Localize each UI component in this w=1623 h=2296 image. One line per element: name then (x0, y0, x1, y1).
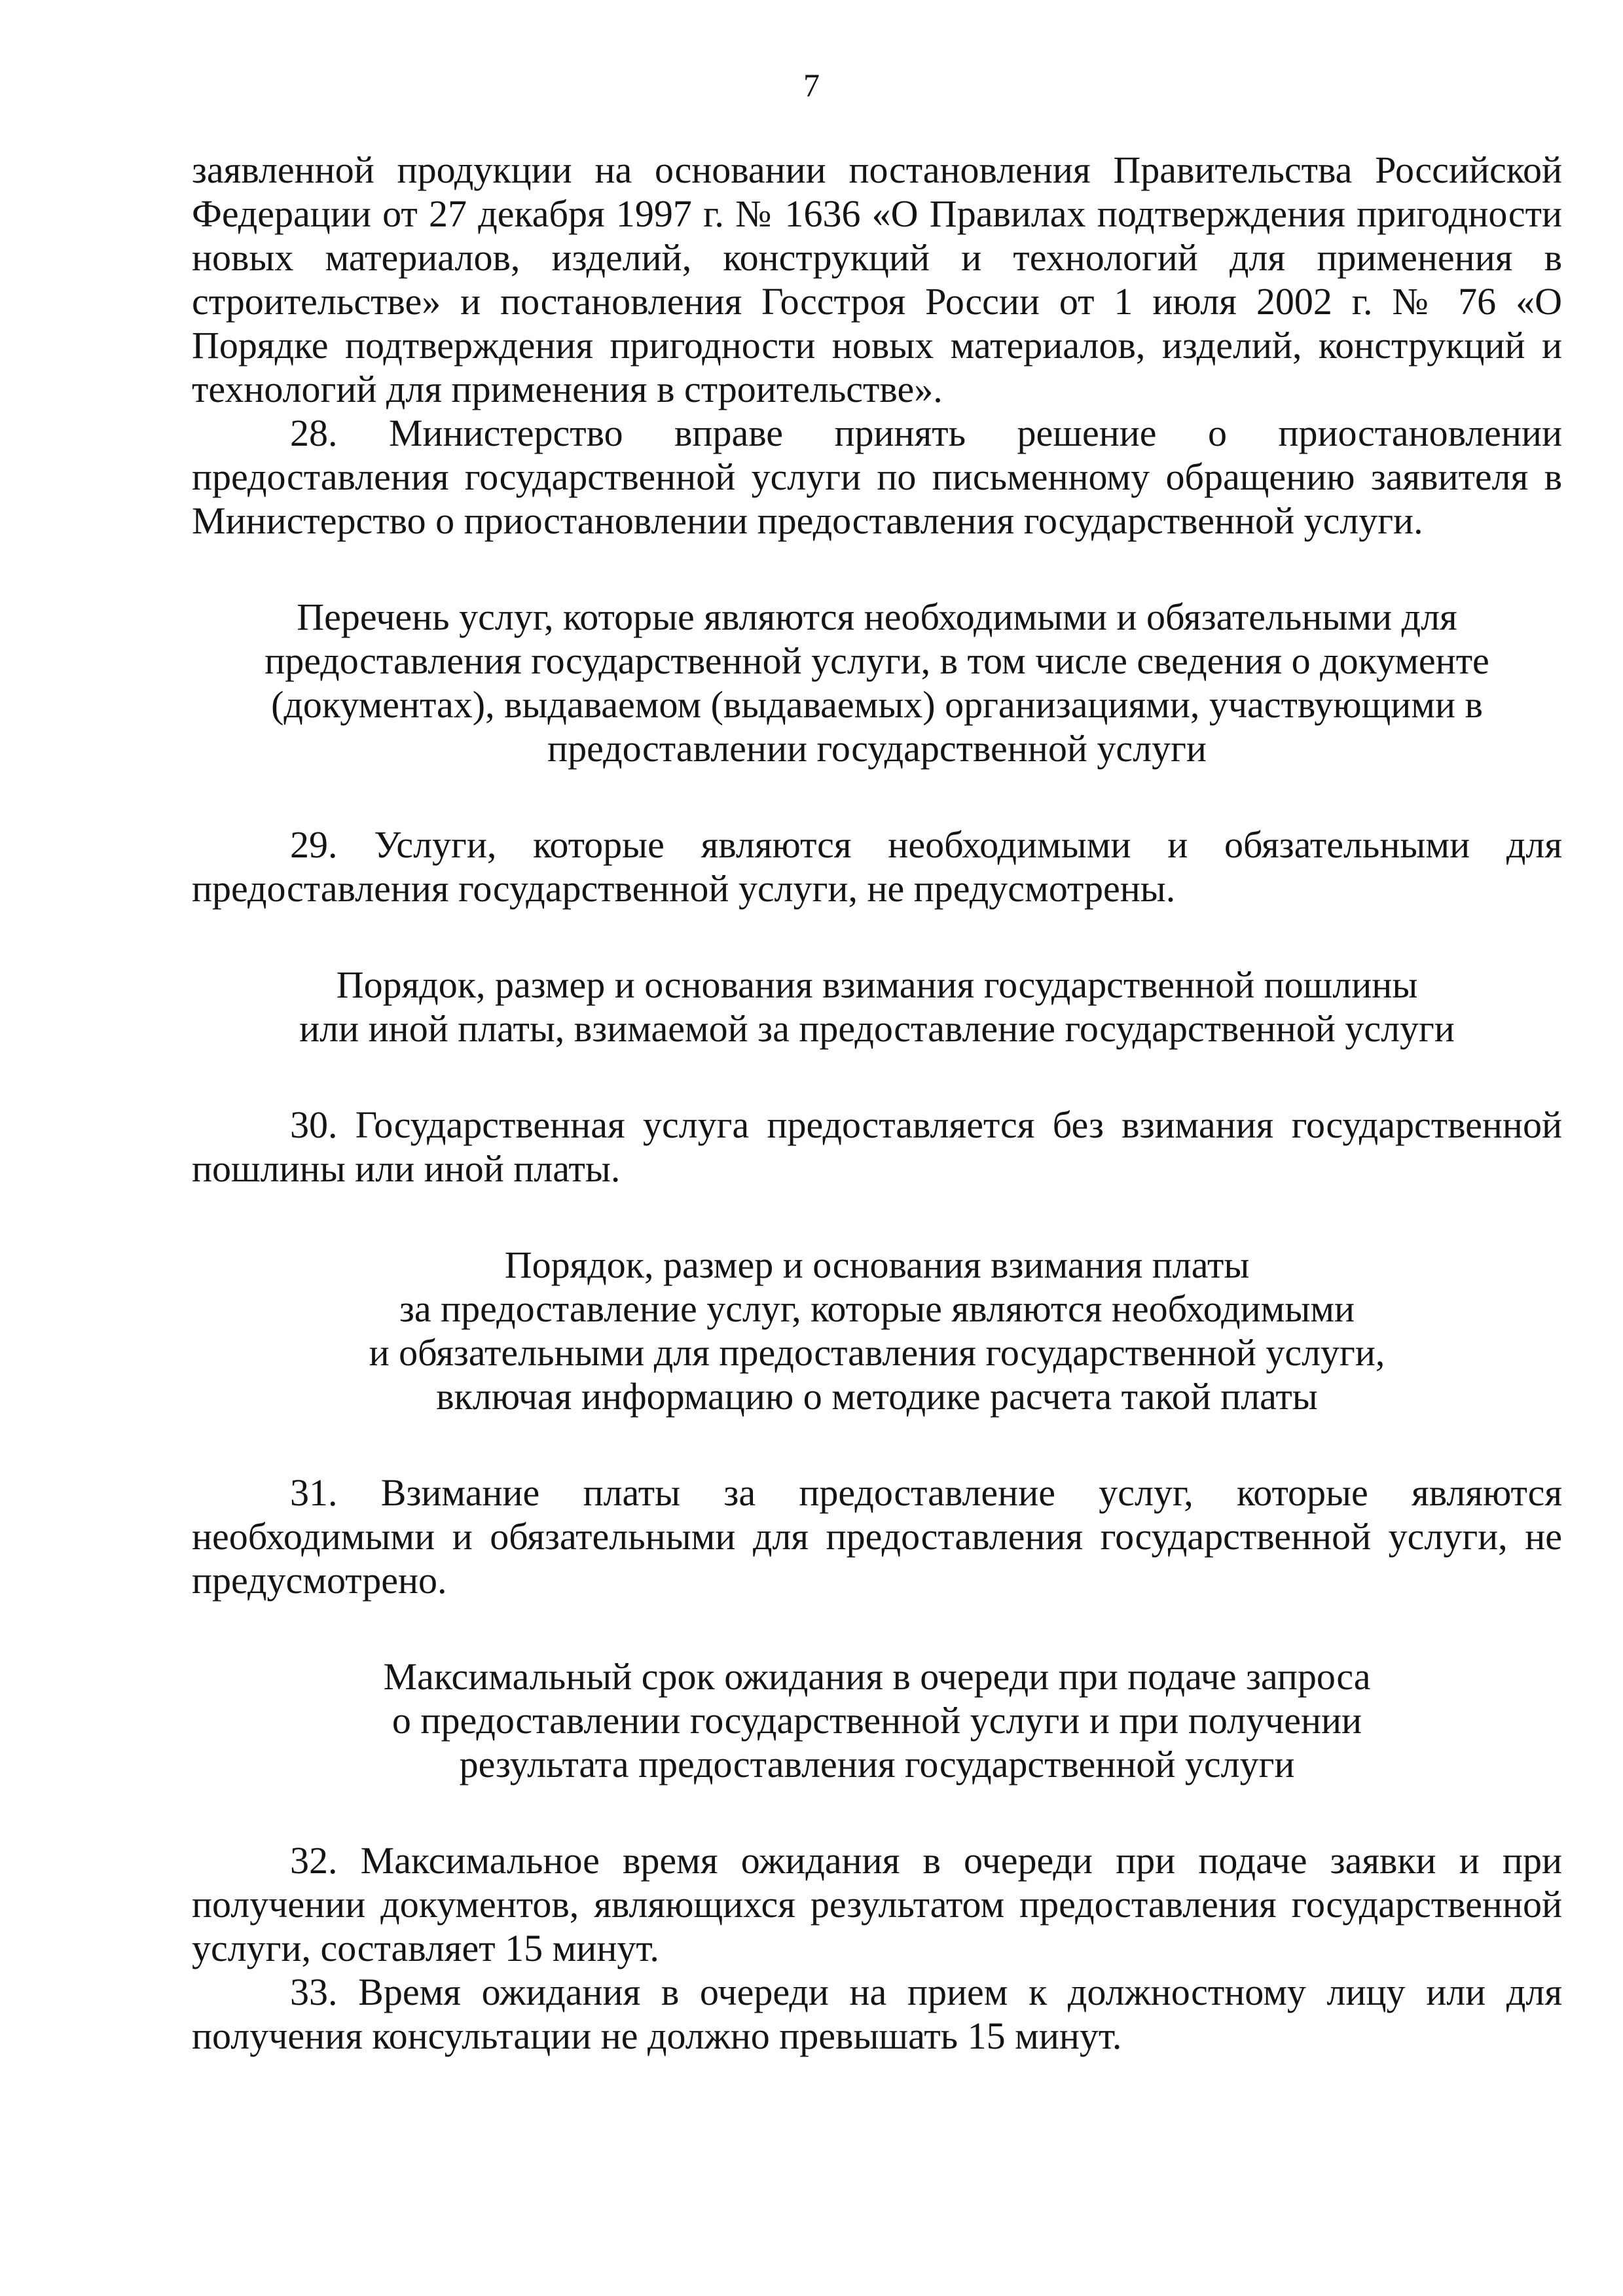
paragraph-28: 28. Министерство вправе принять решение о приостановлении предоставления государственной услуги по письменному обращению заявителя в Министерство о приостановлении предоставления государственной услуги. (192, 412, 1562, 542)
heading-line: Максимальный срок ожидания в очереди при подаче запроса (383, 1655, 1371, 1698)
document-body (192, 148, 1562, 2058)
paragraph-30: 30. Государственная услуга предоставляется без взимания государственной пошлины или иной платы. (192, 1103, 1562, 1190)
heading-line: предоставлении государственной услуги (547, 727, 1207, 770)
heading-line: Порядок, размер и основания взимания государственной пошлины (336, 963, 1418, 1006)
section-heading-fee-for-services (192, 1243, 1562, 1418)
heading-line: предоставления государственной услуги, в том числе сведения о документе (264, 639, 1489, 682)
paragraph-27-continuation: заявленной продукции на основании постановления Правительства Российской Федерации от 27 декабря 1997 г. № 1636 «О Правилах подтверждения пригодности новых материалов, изделий, конструкций и технологий для применения в строительстве» и постановления Госстроя России от 1 июля 2002 г. № 76 «О Порядке подтверждения пригодности новых материалов, изделий, конструкций и технологий для применения в строительстве». (192, 149, 1562, 410)
heading-line: включая информацию о методике расчета такой платы (436, 1375, 1318, 1418)
paragraph-32: 32. Максимальное время ожидания в очереди при подаче заявки и при получении документов, являющихся результатом предоставления государственной услуги, составляет 15 минут. (192, 1839, 1562, 1969)
heading-line: и обязательными для предоставления государственной услуги, (369, 1331, 1385, 1374)
section-heading-required-services (192, 595, 1562, 770)
heading-line: Перечень услуг, которые являются необходимыми и обязательными для (297, 596, 1457, 638)
heading-line: или иной платы, взимаемой за предоставление государственной услуги (299, 1007, 1455, 1050)
paragraph-31: 31. Взимание платы за предоставление услуг, которые являются необходимыми и обязательными для предоставления государственной услуги, не предусмотрено. (192, 1471, 1562, 1602)
section-heading-state-fee (192, 963, 1562, 1050)
heading-line: за предоставление услуг, которые являются необходимыми (399, 1287, 1355, 1330)
heading-line: Порядок, размер и основания взимания платы (504, 1244, 1250, 1286)
page-number: 7 (803, 67, 820, 103)
paragraph-33: 33. Время ожидания в очереди на прием к должностному лицу или для получения консультации не должно превышать 15 минут. (192, 1971, 1562, 2057)
section-heading-queue-time (192, 1655, 1562, 1786)
heading-line: о предоставлении государственной услуги и при получении (392, 1699, 1362, 1742)
paragraph-29: 29. Услуги, которые являются необходимыми и обязательными для предоставления государственной услуги, не предусмотрены. (192, 823, 1562, 910)
heading-line: результата предоставления государственной услуги (459, 1743, 1295, 1785)
heading-line: (документах), выдаваемом (выдаваемых) организациями, участвующими в (271, 683, 1483, 726)
